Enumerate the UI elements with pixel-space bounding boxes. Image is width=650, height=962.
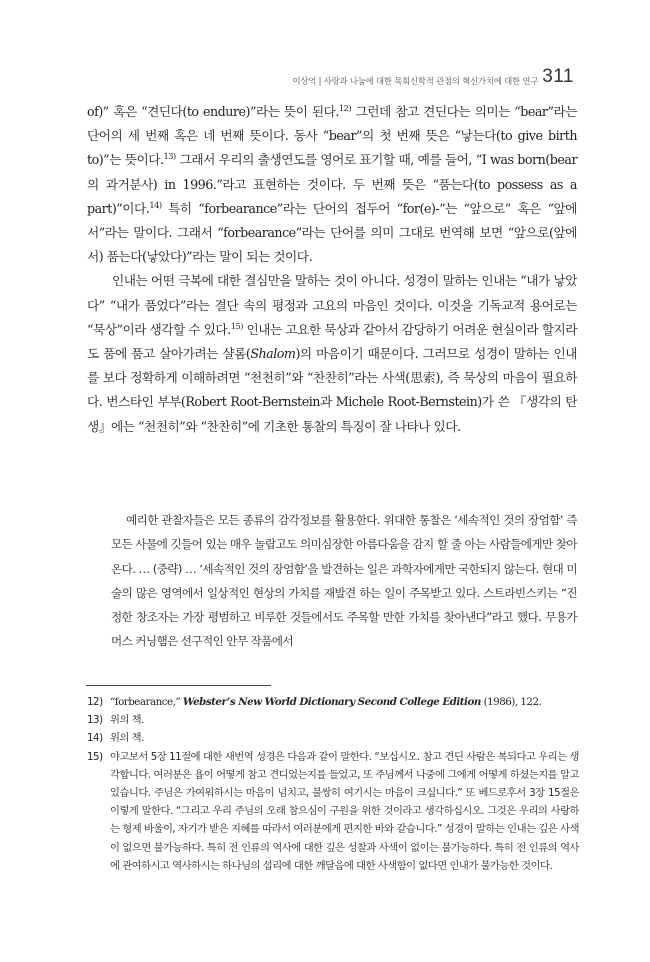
footnote-ref-12[interactable]: 12) — [338, 102, 352, 113]
footnote-number: 15) — [87, 750, 103, 763]
footnote-divider — [86, 685, 271, 686]
running-title: 이상억 | 사랑과 나눔에 대한 목회신학적 관점의 혁신가치에 대한 연구 — [292, 76, 539, 86]
footnote-text: 야고보서 5장 11절에 대한 새번역 성경은 다음과 같이 말한다. “보십시오. 참고 견딘 사람은 복되다고 우리는 생각합니다. 여러분은 욥이 어떻게 참고 견디었는지를 들었고, 또 주님께서 나중에 그에게 어떻게 하셨는지를 알고 있습니다. 주님은 가여워하시는 마음이 넘치고, 불쌍히 여기시는 마음이 크십니다.” 또 베드로후서 3장 15절은 이렇게 말한다. “그리고 우리 주님의 오래 참으심이 구원을 위한 것이라고 생각하십시오. 그것은 우리의 사랑하는 형제 바울이, 자기가 받은 지혜를 따라서 여러분에게 편지한 바와 같습니다.” 성경이 말하는 인내는 깊은 사색이 없으면 불가능하다. 특히 전 인류의 역사에 대한 깊은 성찰과 사색이 없이는 불가능하다. 특히 전 인류의 역사에 관여하시고 역사하시는 하나님의 섭리에 대한 깨달음에 대한 사색함이 없다면 인내가 불가능한 것이다. — [110, 750, 579, 872]
footnotes — [87, 693, 579, 875]
dictionary-title: Webster’s New World Dictionary Second College Edition — [182, 696, 481, 708]
footnote-number: 14) — [87, 732, 103, 745]
paragraph-text: of)” 혹은 “견딘다(to endure)”라는 뜻이 된다. — [87, 104, 339, 119]
shalom-term: Shalom — [250, 346, 296, 362]
running-header — [292, 66, 574, 87]
footnote-text — [110, 693, 579, 711]
paragraph-text: 특히 “forbearance”라는 단어의 접두어 “for(e)-”는 “앞으로” 혹은 “앞에서”라는 말이다. 그래서 “forbearance”라는 단어를 의미 그대로 번역해 보면 “앞으로(앞에서) 품는다(낳았다)”라는 말이 되는 것이다. — [87, 200, 577, 265]
paragraph-text: 그런데 참고 견딘다는 의미는 “bear”라는 단어의 세 번째 혹은 네 번째 뜻이다. 동사 “bear”의 첫 번째 뜻은 “낳는다(to give birth to)”는 뜻이다. — [87, 104, 577, 168]
footnote-14 — [87, 729, 579, 747]
body-text — [87, 100, 577, 439]
paragraph-text: )의 마음이기 때문이다. 그러므로 성경이 말하는 인내를 보다 정확하게 이해하려면 “천천히”와 “찬찬히”라는 사색(思索), 즉 묵상의 마음이 필요하다. 번스타인 부부(Robert Root-Bernstein과 Michele Root-Bernstein)가 쓴 『생각의 탄생』에는 “천천히”와 “찬찬히”에 기초한 통찰의 특징이 잘 나타나 있다. — [87, 346, 578, 434]
footnote-number: 13) — [87, 714, 103, 727]
footnote-number: 12) — [87, 696, 103, 708]
footnote-citation-year: (1986), 122. — [480, 696, 542, 708]
paragraph-text: 인내는 어떤 극복에 대한 결심만을 말하는 것이 아니다. 성경이 말하는 인내는 “내가 낳았다” “내가 품었다”라는 결단 속의 평정과 고요의 마음인 것이다. 이것을 기독교적 용어로는 “묵상”이라 생각할 수 있다. — [87, 273, 577, 337]
paragraph-text: 그래서 우리의 출생연도를 영어로 표기할 때, 예를 들어, “I was born(bear의 과거분사) in 1996.”라고 표현하는 것이다. 두 번째 뜻은 “품는다(to possess as a part)”이다. — [87, 152, 578, 216]
footnote-ref-14[interactable]: 14) — [149, 199, 162, 210]
block-quote: 예리한 관찰자들은 모든 종류의 감각정보를 활용한다. 위대한 통찰은 ‘세속적인 것의 장엄함’ 즉 모든 사물에 깃들어 있는 매우 놀랍고도 의미심장한 아름다움을 감지 할 줄 아는 사람들에게만 찾아온다. … (중략) … ‘세속적인 것의 장엄함’을 발견하는 일은 과학자에게만 국한되지 않는다. 현대 미술의 많은 영역에서 일상적인 현상의 가치를 재발견 하는 일이 주목받고 있다. 스트라빈스키는 “진정한 창조자는 가장 평범하고 비루한 것들에서도 주목할 만한 가치를 찾아낸다”라고 했다. 무용가 머스 커닝햄은 선구적인 안무 작품에서 — [111, 513, 577, 649]
footnote-12 — [87, 693, 579, 711]
paragraph-forbearance — [87, 100, 577, 269]
footnote-15 — [87, 748, 579, 875]
footnote-ref-15[interactable]: 15) — [230, 320, 243, 331]
footnote-text: 위의 책. — [110, 732, 144, 745]
footnote-text: 위의 책. — [110, 714, 144, 727]
footnote-citation: “forbearance,” — [110, 696, 183, 708]
paragraph-text: 인내는 고요한 묵상과 같아서 감당하기 어려운 현실이라 할지라도 품에 품고 살아가려는 샬롬( — [87, 321, 577, 362]
paragraph-patience — [87, 269, 577, 438]
page-number: 311 — [542, 66, 574, 87]
footnote-13 — [87, 711, 579, 729]
footnote-ref-13[interactable]: 13) — [163, 151, 176, 162]
